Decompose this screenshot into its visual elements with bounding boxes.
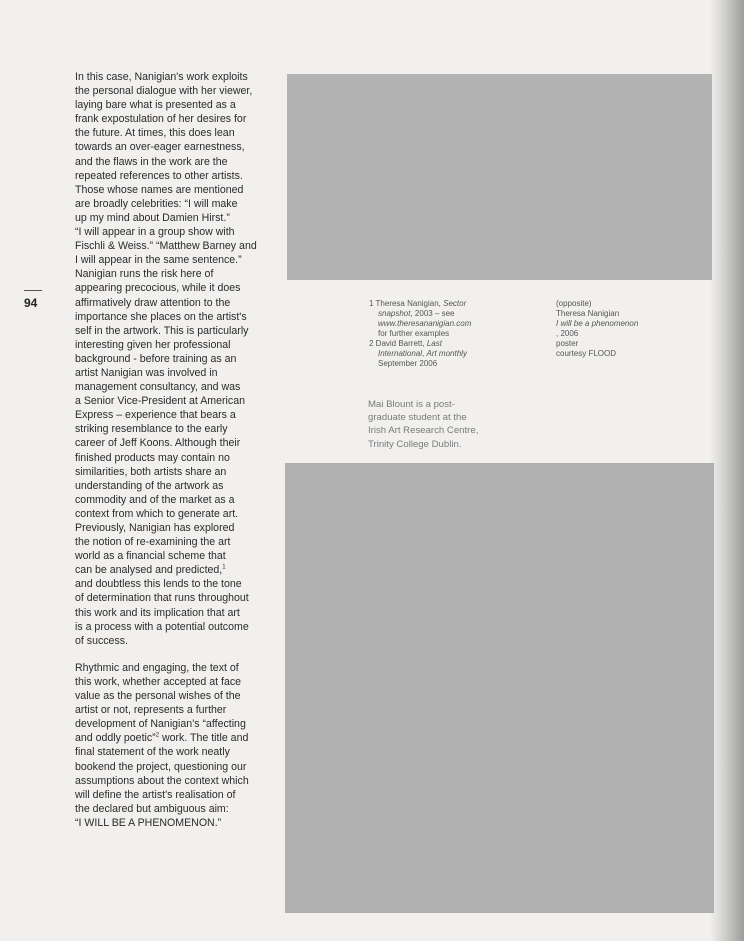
text-line: of success.	[75, 634, 128, 647]
text-line: the future. At times, this does lean	[75, 127, 235, 140]
text-line: up my mind about Damien Hirst.”	[75, 211, 230, 224]
text-line: and doubtless this lends to the tone	[75, 578, 242, 591]
footnote-text: 1 Theresa Nanigian,	[369, 299, 444, 308]
footnote-title: Last	[426, 339, 442, 348]
text-line: “I WILL BE A PHENOMENON.”	[75, 816, 222, 829]
text-line: value as the personal wishes of the	[75, 690, 241, 703]
artwork-image-bottom	[285, 463, 714, 913]
text-line: “I will appear in a group show with	[75, 226, 235, 239]
author-bio-line: Trinity College Dublin.	[368, 438, 462, 450]
footnote-1-tail: for further examples	[378, 329, 450, 338]
author-bio-line: Irish Art Research Centre,	[368, 425, 479, 437]
text-line: a Senior Vice-President at American	[75, 395, 245, 408]
footnote-url: www.theresananigian.com	[378, 319, 472, 328]
text-line: striking resemblance to the early	[75, 423, 228, 436]
text-line: frank expostulation of her desires for	[75, 113, 247, 126]
text-line: similarities, both artists share an	[75, 465, 227, 478]
footnote-text: ,	[422, 349, 427, 358]
footnote-2	[369, 339, 529, 349]
text-line: background - before training as an	[75, 352, 237, 365]
text-line: finished products may contain no	[75, 451, 230, 464]
text-line: world as a financial scheme that	[75, 550, 226, 563]
text-line: is a process with a potential outcome	[75, 620, 249, 633]
text-line: context from which to generate art.	[75, 507, 239, 520]
text-line: Previously, Nanigian has explored	[75, 522, 235, 534]
text-line: affirmatively draw attention to the	[75, 296, 231, 309]
page-number-rule	[24, 290, 42, 291]
text-line	[75, 731, 271, 745]
caption-line	[556, 319, 696, 339]
footnote-1-url	[369, 319, 529, 329]
text-line: Nanigian runs the risk here of	[75, 268, 214, 281]
footnote-ref: 1	[222, 564, 226, 571]
artwork-image-top	[287, 74, 712, 280]
text-line: artist Nanigian was involved in	[75, 366, 218, 379]
text-line: this work, whether accepted at face	[75, 675, 242, 688]
text-line: bookend the project, questioning our	[75, 760, 247, 773]
caption-line: (opposite)	[556, 299, 592, 308]
text-line: will define the artist's realisation of	[75, 788, 236, 801]
text-line: interesting given her professional	[75, 338, 231, 351]
footnote-text: 2 David Barrett,	[369, 339, 427, 348]
text-line: Express – experience that bears a	[75, 409, 236, 422]
text-line: understanding of the artwork as	[75, 479, 224, 492]
text-line: management consultancy, and was	[75, 381, 241, 394]
text-line: Those whose names are mentioned	[75, 183, 244, 196]
footnote-title: Art monthly	[426, 349, 467, 358]
text-line: appearing precocious, while it does	[75, 282, 241, 295]
text-line: of determination that runs throughout	[75, 592, 249, 605]
caption-text: , 2006	[556, 329, 579, 338]
footnote-1	[369, 299, 529, 309]
text-line	[75, 563, 271, 577]
text-line: repeated references to other artists.	[75, 169, 243, 182]
text-line: In this case, Nanigian's work exploits	[75, 71, 248, 83]
article-paragraph-1	[75, 70, 271, 648]
article-paragraph-2	[75, 661, 271, 830]
footnote-2-tail: September 2006	[378, 359, 438, 368]
text-line: are broadly celebrities: “I will make	[75, 197, 238, 210]
image-caption	[556, 299, 696, 359]
footnote-title: International	[378, 349, 423, 358]
caption-line: poster	[556, 339, 579, 348]
caption-line: Theresa Nanigian	[556, 309, 620, 318]
page-number: 94	[24, 296, 38, 310]
text-line: career of Jeff Koons. Although their	[75, 437, 241, 450]
text-line: self in the artwork. This is particularly	[75, 324, 249, 337]
footnote-2-cont	[369, 349, 529, 359]
author-bio-line: Mai Blount is a post-	[368, 399, 455, 410]
footnote-ref: 2	[155, 732, 160, 739]
footnote-text: , 2003 – see	[410, 309, 455, 318]
text-line: this work and its implication that art	[75, 606, 240, 619]
text-line: artist or not, represents a further	[75, 704, 227, 717]
text-line: the personal dialogue with her viewer,	[75, 85, 253, 98]
text-line: commodity and of the market as a	[75, 493, 235, 506]
footnote-1-cont	[369, 309, 529, 319]
text-line: Rhythmic and engaging, the text of	[75, 661, 239, 674]
text-line: Fischli & Weiss.” “Matthew Barney and	[75, 240, 257, 253]
footnotes	[369, 299, 529, 369]
text-line: the declared but ambiguous aim:	[75, 802, 229, 815]
footnote-title: Sector	[443, 299, 467, 308]
text-segment: work. The title and	[161, 732, 249, 745]
text-segment: can be analysed and predicted,	[75, 564, 223, 577]
page-gutter-shadow	[710, 0, 744, 941]
text-line: towards an over-eager earnestness,	[75, 141, 245, 154]
text-line: development of Nanigian's “affecting	[75, 718, 246, 731]
text-line: assumptions about the context which	[75, 774, 249, 787]
text-segment: and oddly poetic”	[75, 732, 156, 745]
article-body	[75, 70, 271, 843]
text-line: importance she places on the artist's	[75, 310, 247, 323]
footnote-title: snapshot	[378, 309, 411, 318]
text-line: laying bare what is presented as a	[75, 99, 236, 112]
caption-line: courtesy FLOOD	[556, 349, 617, 358]
author-bio	[368, 398, 538, 451]
text-line: I will appear in the same sentence.”	[75, 254, 242, 267]
text-line: final statement of the work neatly	[75, 746, 230, 759]
text-line: and the flaws in the work are the	[75, 155, 228, 168]
author-bio-line: graduate student at the	[368, 412, 467, 424]
text-line: the notion of re-examining the art	[75, 536, 231, 549]
caption-title: I will be a phenomenon	[556, 319, 639, 328]
